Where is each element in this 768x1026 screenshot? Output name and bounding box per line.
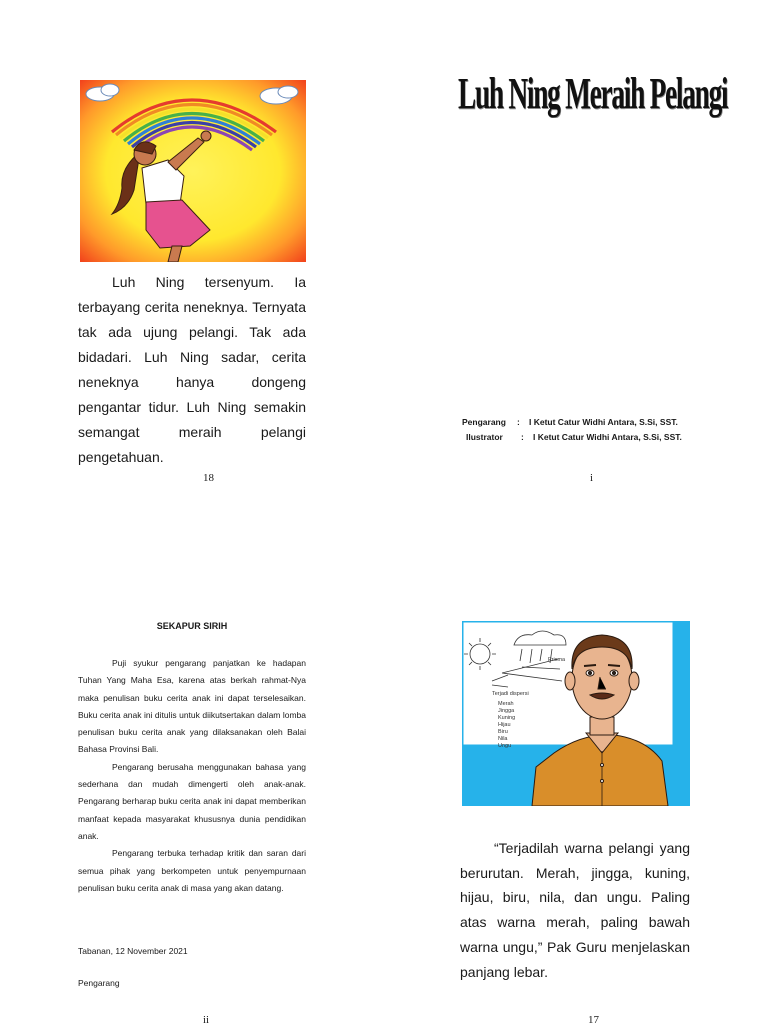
board-note: Nila [498, 736, 508, 742]
book-title: Luh Ning Meraih Pelangi [458, 69, 728, 118]
rainbow-girl-illustration [80, 80, 306, 262]
author-row [462, 414, 762, 429]
story-text-page-18 [78, 270, 306, 470]
board-note: Hijau [498, 722, 511, 728]
illustrator-row [462, 429, 762, 444]
illustrator-label: Ilustrator [466, 431, 503, 442]
teacher-illustration [462, 621, 690, 806]
page-number: i [590, 472, 594, 484]
page-number: ii [203, 1014, 210, 1026]
separator: : [517, 416, 520, 427]
board-note: Ungu [498, 743, 512, 749]
credits-block [462, 414, 762, 444]
preface-paragraph: Pengarang terbuka terhadap kritik dan saran dari semua pihak yang berkompeten untuk penyempurnaan penulisan buku cerita anak di masa yang akan datang. [78, 848, 306, 893]
svg-text:Terjadi dispersi: Terjadi dispersi [492, 691, 529, 697]
story-text-page-17 [460, 836, 690, 984]
board-note: Biru [498, 729, 508, 735]
preface-body [78, 655, 306, 897]
preface-date: Tabanan, 12 November 2021 [78, 946, 188, 956]
preface-signature: Pengarang [78, 978, 120, 988]
board-note: Merah [498, 701, 514, 707]
story-paragraph: “Terjadilah warna pelangi yang berurutan. Merah, jingga, kuning, hijau, biru, nila, dan ungu. Paling atas warna merah, paling bawah warna ungu,” Pak Guru menjelaskan panjang lebar. [460, 840, 690, 980]
preface-paragraph: Puji syukur pengarang panjatkan ke hadapan Tuhan Yang Maha Esa, karena atas berkah rahmat-Nya maka penulisan buku cerita anak ini dapat terselesaikan. Buku cerita anak ini ditulis untuk diikutsertakan dalam lomba penulisan buku cerita anak yang dilaksanakan oleh Balai Bahasa Provinsi Bali. [78, 658, 306, 755]
separator: : [521, 431, 524, 442]
svg-text:Prisma: Prisma [548, 657, 566, 663]
board-note: Jingga [498, 708, 515, 714]
page-number: 17 [588, 1014, 599, 1026]
preface-paragraph: Pengarang berusaha menggunakan bahasa yang sederhana dan mudah dimengerti oleh anak-anak. Pengarang berharap buku cerita anak ini dapat memberikan manfaat kepada masyarakat khususnya dunia pendidikan anak. [78, 761, 306, 841]
author-label: Pengarang [462, 416, 506, 427]
preface-title: SEKAPUR SIRIH [156, 621, 228, 631]
illustrator-name: I Ketut Catur Widhi Antara, S.Si, SST. [533, 431, 682, 442]
story-paragraph: Luh Ning tersenyum. Ia terbayang cerita neneknya. Ternyata tak ada ujung pelangi. Tak ada bidadari. Luh Ning sadar, cerita neneknya hanya dongeng pengantar tidur. Luh Ning semakin semangat meraih pelangi pengetahuan. [78, 274, 306, 465]
page-number: 18 [203, 472, 214, 484]
author-name: I Ketut Catur Widhi Antara, S.Si, SST. [529, 416, 678, 427]
board-note: Kuning [498, 715, 516, 721]
